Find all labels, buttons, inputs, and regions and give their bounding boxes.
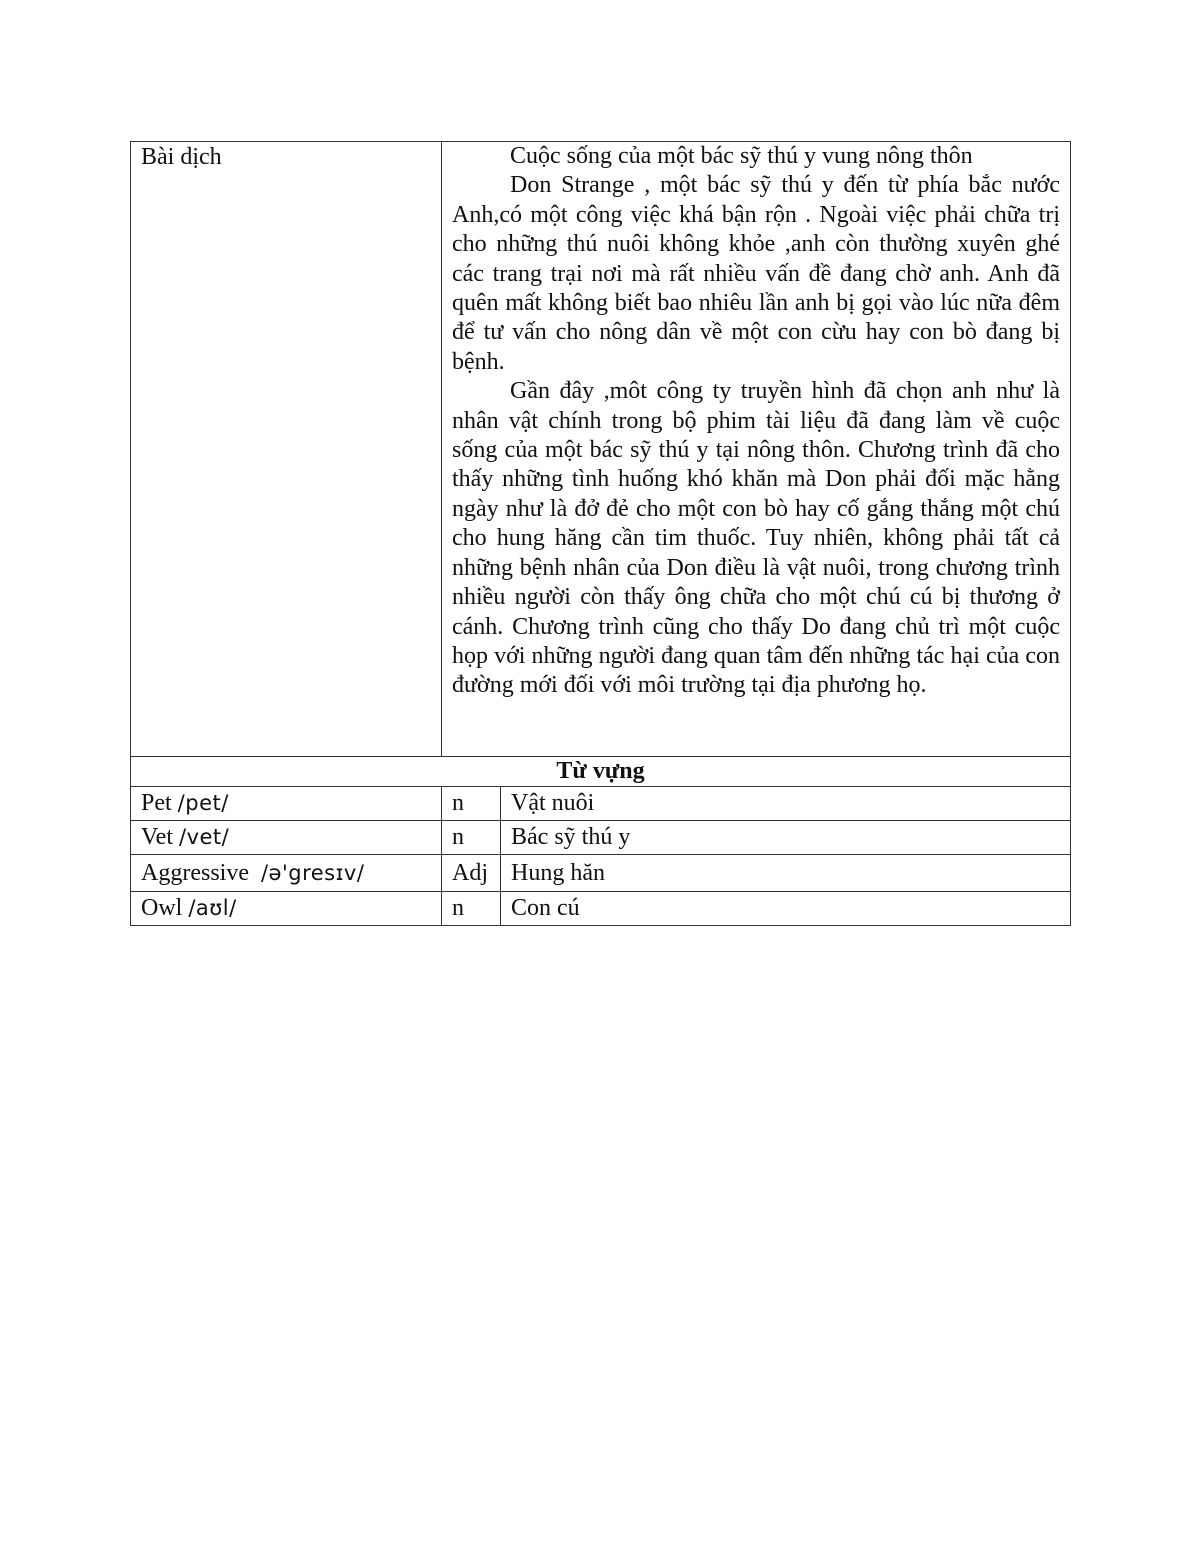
- vocab-meaning: Hung hăn: [501, 855, 1071, 892]
- vocab-meaning: Bác sỹ thú y: [501, 821, 1071, 855]
- vocab-word: Vet: [141, 824, 173, 850]
- vocab-row-vet: [131, 821, 1071, 855]
- vocabulary-header-row: [131, 757, 1071, 787]
- vocab-word: Aggressive: [141, 860, 249, 886]
- vocab-row-owl: [131, 892, 1071, 926]
- translation-label: Bài dịch: [131, 142, 442, 757]
- vocab-term: [131, 892, 442, 926]
- vocab-term: [131, 787, 442, 821]
- vocabulary-header: Từ vựng: [131, 757, 1071, 787]
- vocab-pos: Adj: [442, 855, 501, 892]
- vocab-row-pet: [131, 787, 1071, 821]
- vocab-pos: n: [442, 821, 501, 855]
- vocab-ipa: /ə'gresɪv/: [260, 861, 365, 885]
- vocab-term: [131, 855, 442, 892]
- vocab-term: [131, 821, 442, 855]
- document-table: [130, 141, 1071, 926]
- vocab-meaning: Con cú: [501, 892, 1071, 926]
- translation-paragraph-1: Don Strange , một bác sỹ thú y đến từ phía bắc nước Anh,có một công việc khá bận rộn . Ngoài việc phải chữa trị cho những thú nuôi không khỏe ,anh còn thường xuyên ghé các trang trại nơi mà rất nhiều vấn đề đang chờ anh. Anh đã quên mất không biết bao nhiêu lần anh bị gọi vào lúc nữa đêm để tư vấn cho nông dân về một con cừu hay con bò đang bị bệnh.: [452, 172, 1060, 375]
- translation-paragraph-2: Gần đây ,môt công ty truyền hình đã chọn anh như là nhân vật chính trong bộ phim tài liệu đã đang làm về cuộc sống của một bác sỹ thú y tại nông thôn. Chương trình đã cho thấy những tình huống khó khăn mà Don phải đối mặc hằng ngày như là đở đẻ cho một con bò hay cố gắng thắng một chú cho hung hăng cần tim thuốc. Tuy nhiên, không phải tất cả những bệnh nhân của Don điều là vật nuôi, trong chương trình nhiều người còn thấy ông chữa cho một chú cú bị thương ở cánh. Chương trình cũng cho thấy Do đang chủ trì một cuộc họp với những người đang quan tâm đến những tác hại của con đường mới đối với môi trường tại địa phương họ.: [452, 378, 1060, 699]
- vocab-pos: n: [442, 787, 501, 821]
- translation-row: [131, 142, 1071, 757]
- vocab-word: Pet: [141, 790, 172, 816]
- vocab-ipa: /aʊl/: [188, 896, 237, 920]
- translation-content: [442, 142, 1071, 757]
- vocab-pos: n: [442, 892, 501, 926]
- vocab-word: Owl: [141, 895, 183, 921]
- vocab-row-aggressive: [131, 855, 1071, 892]
- vocab-ipa: /pet/: [177, 791, 229, 815]
- vocab-meaning: Vật nuôi: [501, 787, 1071, 821]
- translation-title: Cuộc sống của một bác sỹ thú y vung nông thôn: [510, 143, 973, 169]
- vocab-ipa: /vet/: [179, 825, 230, 849]
